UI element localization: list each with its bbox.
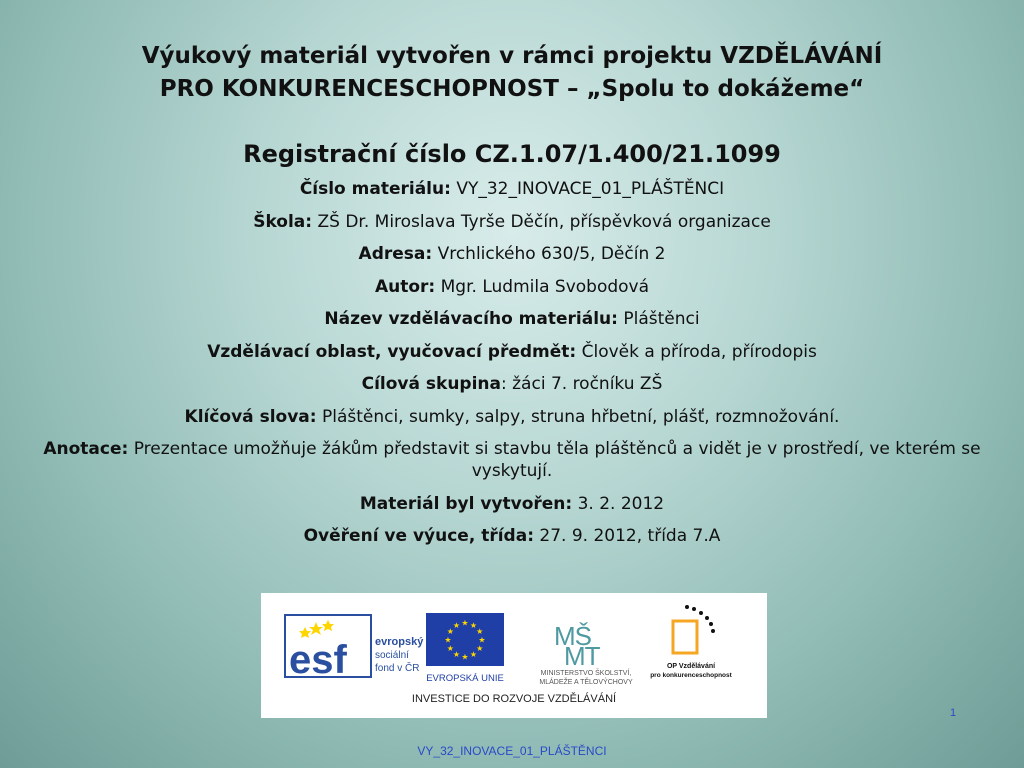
info-row-created bbox=[30, 493, 994, 515]
eu-star: ★ bbox=[461, 652, 469, 662]
page-number: 1 bbox=[950, 707, 957, 719]
field-label: Škola: bbox=[253, 211, 313, 232]
field-value: Pláštěnci bbox=[617, 309, 700, 329]
investment-tagline: INVESTICE DO ROZVOJE VZDĚLÁVÁNÍ bbox=[411, 693, 617, 705]
msmt-logo bbox=[539, 621, 633, 686]
op-text-2: pro konkurenceschopnost bbox=[650, 672, 732, 679]
field-value: Vrchlického 630/5, Děčín 2 bbox=[432, 244, 666, 264]
title-line-2: PRO KONKURENCESCHOPNOST – „Spolu to dokážeme“ bbox=[159, 76, 865, 102]
eu-star: ★ bbox=[446, 627, 454, 636]
field-label: Anotace: bbox=[43, 439, 129, 459]
field-label: Cílová skupina bbox=[361, 374, 501, 394]
registration-number: Registrační číslo CZ.1.07/1.400/21.1099 bbox=[243, 140, 781, 168]
field-value: Prezentace umožňuje žákům představit si stavbu těla pláštěnců a vidět je v prostředí, ve kterém se vyskytují. bbox=[128, 439, 981, 481]
op-dots bbox=[685, 605, 715, 633]
title-line-1: Výukový materiál vytvořen v rámci projektu VZDĚLÁVÁNÍ bbox=[141, 43, 883, 69]
info-row-verified bbox=[30, 525, 994, 547]
eu-star: ★ bbox=[444, 635, 452, 645]
field-value: 27. 9. 2012, třída 7.A bbox=[534, 526, 721, 546]
op-text-1: OP Vzdělávání bbox=[666, 663, 716, 670]
eu-star: ★ bbox=[469, 650, 478, 660]
msmt-monogram-bottom: MT bbox=[564, 641, 600, 671]
footer-material-code: VY_32_INOVACE_01_PLÁŠTĚNCI bbox=[417, 744, 607, 758]
op-frame bbox=[673, 621, 697, 653]
info-row-subject bbox=[30, 341, 994, 363]
field-label: Autor: bbox=[374, 276, 436, 297]
field-label: Číslo materiálu: bbox=[299, 179, 451, 199]
info-row-material-name bbox=[30, 308, 994, 330]
field-value: ZŠ Dr. Miroslava Tyrše Děčín, příspěvková organizace bbox=[312, 211, 771, 232]
material-info bbox=[30, 178, 994, 558]
eu-label: EVROPSKÁ UNIE bbox=[426, 673, 504, 684]
esf-text-3: fond v ČR bbox=[375, 663, 420, 674]
field-value: VY_32_INOVACE_01_PLÁŠTĚNCI bbox=[450, 179, 725, 199]
op-vzdelavani-logo bbox=[650, 605, 732, 679]
field-label: Adresa: bbox=[358, 244, 433, 264]
eu-star: ★ bbox=[476, 644, 484, 653]
info-row-address bbox=[30, 243, 994, 265]
eu-star: ★ bbox=[476, 627, 484, 636]
eu-star: ★ bbox=[446, 644, 454, 653]
info-row-target-group bbox=[30, 373, 994, 395]
info-row-school bbox=[30, 211, 994, 233]
info-row-material-number bbox=[30, 178, 994, 200]
field-value: 3. 2. 2012 bbox=[572, 493, 665, 514]
esf-logo bbox=[285, 615, 424, 682]
eu-star: ★ bbox=[461, 618, 469, 628]
slide-title bbox=[20, 40, 1004, 106]
esf-wordmark: esf bbox=[289, 638, 347, 682]
field-value: : žáci 7. ročníku ZŠ bbox=[501, 374, 663, 394]
eu-star: ★ bbox=[452, 620, 461, 630]
eu-star: ★ bbox=[478, 635, 486, 645]
funding-logos bbox=[261, 593, 767, 718]
info-row-annotation bbox=[30, 438, 994, 482]
eu-star: ★ bbox=[469, 620, 478, 630]
info-row-keywords bbox=[30, 406, 994, 428]
field-label: Materiál byl vytvořen: bbox=[359, 493, 573, 514]
msmt-text-1: MINISTERSTVO ŠKOLSTVÍ, bbox=[540, 670, 632, 677]
esf-text-1: evropský bbox=[375, 636, 424, 648]
eu-star: ★ bbox=[452, 650, 461, 660]
msmt-monogram-top: MŠ bbox=[554, 621, 591, 651]
msmt-text-2: MLÁDEŽE A TĚLOVÝCHOVY bbox=[539, 679, 633, 686]
esf-text-2: sociální bbox=[375, 650, 409, 661]
funding-logos-banner bbox=[261, 593, 767, 718]
field-value: Pláštěnci, sumky, salpy, struna hřbetní, plášť, rozmnožování. bbox=[316, 406, 840, 427]
eu-flag-logo bbox=[426, 613, 504, 684]
field-label: Klíčová slova: bbox=[184, 406, 317, 427]
field-label: Vzdělávací oblast, vyučovací předmět: bbox=[207, 341, 577, 362]
field-value: Mgr. Ludmila Svobodová bbox=[435, 276, 650, 297]
field-label: Název vzdělávacího materiálu: bbox=[324, 309, 618, 329]
info-row-author bbox=[30, 276, 994, 298]
field-label: Ověření ve výuce, třída: bbox=[303, 526, 534, 546]
field-value: Člověk a příroda, přírodopis bbox=[576, 341, 817, 362]
